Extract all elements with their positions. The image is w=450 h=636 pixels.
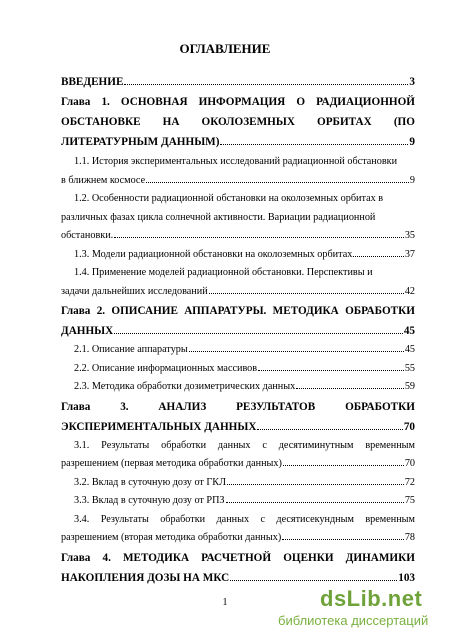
- entry-line: [61, 397, 415, 417]
- page-ref: 59: [404, 381, 415, 392]
- entry-text: разрешением (первая методика обработки данных): [61, 458, 282, 469]
- page-ref: 78: [404, 532, 415, 543]
- word: ДИНАМИКИ: [345, 551, 415, 564]
- page-ref: 9: [409, 136, 415, 148]
- dot-leader: [220, 143, 408, 145]
- page-ref: 70: [403, 420, 415, 433]
- toc-entry-1-2[interactable]: [61, 190, 415, 246]
- dot-leader: [146, 181, 409, 183]
- toc-entry-3-2[interactable]: [61, 474, 415, 493]
- word: ОСНОВНАЯ: [120, 96, 188, 108]
- word: десятиминутным: [278, 439, 354, 451]
- entry-text: 2.1. Описание аппаратуры: [74, 344, 188, 355]
- entry-line: [61, 548, 415, 568]
- word: ОПИСАНИЕ: [111, 305, 178, 317]
- toc-entry-3-3[interactable]: [61, 492, 415, 511]
- page-ref: 45: [403, 325, 415, 337]
- word: РАСЧЕТНОЙ: [201, 551, 272, 564]
- dot-leader: [227, 483, 404, 485]
- watermark-logo: dsLib.net: [320, 586, 423, 611]
- word: Результаты: [100, 513, 149, 525]
- entry-line: [61, 92, 415, 112]
- word: данных: [217, 439, 251, 451]
- word: О: [296, 96, 306, 108]
- word: 1.: [101, 96, 110, 108]
- entry-text: 1.4. Применение моделей радиационной обстановки. Перспективы и: [74, 267, 373, 278]
- entry-text: 3.2. Вклад в суточную дозу от ГКЛ: [74, 476, 227, 488]
- word: обработки: [160, 513, 206, 525]
- dot-leader: [258, 369, 404, 371]
- word: Результаты: [101, 439, 150, 451]
- page-ref: 70: [404, 458, 415, 469]
- word: НА: [162, 116, 180, 128]
- word: временным: [365, 513, 415, 525]
- word: десятисекундным: [276, 513, 354, 525]
- entry-text: НАКОПЛЕНИЯ ДОЗЫ НА МКС: [61, 571, 230, 584]
- word: Глава: [61, 551, 91, 564]
- toc-entry-2-3[interactable]: [61, 378, 415, 397]
- dot-leader: [124, 83, 408, 85]
- word: ОБСТАНОВКЕ: [61, 116, 141, 128]
- page-ref: 72: [404, 476, 415, 488]
- dot-leader: [230, 579, 397, 581]
- page-ref: 42: [404, 285, 415, 297]
- word: 4.: [102, 551, 111, 564]
- entry-text: ЛИТЕРАТУРНЫМ ДАННЫМ): [61, 136, 220, 148]
- toc-entry-chapter-2[interactable]: [61, 301, 415, 341]
- entry-text: 2.3. Методика обработки дозиметрических данных: [74, 381, 296, 392]
- page-ref: 103: [398, 571, 415, 584]
- table-of-contents: [61, 72, 415, 588]
- word: 3.4.: [74, 513, 90, 525]
- word: 2.: [96, 305, 106, 317]
- dot-leader: [257, 428, 402, 430]
- toc-entry-3-1[interactable]: [61, 437, 415, 474]
- toc-entry-chapter-4[interactable]: [61, 548, 415, 588]
- word: Глава: [61, 400, 91, 413]
- dot-leader: [226, 501, 404, 503]
- word: МЕТОДИКА: [122, 551, 190, 564]
- dot-leader: [114, 332, 403, 334]
- entry-text: в ближнем космосе: [61, 174, 146, 186]
- toc-entry-1-4[interactable]: [61, 264, 415, 301]
- entry-line: [61, 511, 415, 530]
- word: 3.: [120, 400, 129, 413]
- toc-entry-1-1[interactable]: [61, 153, 415, 190]
- dot-leader: [353, 255, 403, 257]
- word: временным: [365, 439, 415, 451]
- toc-entry-1-3[interactable]: [61, 246, 415, 265]
- entry-line: [61, 437, 415, 456]
- page-ref: 3: [409, 76, 415, 88]
- word: 3.1.: [74, 439, 90, 451]
- page-ref: 55: [404, 362, 415, 374]
- page-ref: 9: [409, 174, 415, 186]
- entry-text: задачи дальнейших исследований: [61, 285, 208, 297]
- word: РАДИАЦИОННОЙ: [316, 96, 415, 108]
- word: ИНФОРМАЦИЯ: [198, 96, 286, 108]
- entry-text: ЭКСПЕРИМЕНТАЛЬНЫХ ДАННЫХ: [61, 420, 257, 433]
- entry-text: 3.3. Вклад в суточную дозу от РПЗ: [74, 495, 225, 506]
- page-ref: 75: [404, 495, 415, 506]
- toc-entry-chapter-1[interactable]: [61, 92, 415, 152]
- page-ref: 45: [404, 344, 415, 355]
- toc-entry-2-2[interactable]: [61, 360, 415, 379]
- page-number: 1: [222, 597, 228, 608]
- toc-title: ОГЛАВЛЕНИЕ: [179, 41, 271, 56]
- word: АНАЛИЗ: [158, 400, 207, 413]
- toc-entry-2-1[interactable]: [61, 341, 415, 360]
- entry-text: 1.1. История экспериментальных исследований радиационной обстановки: [74, 156, 398, 167]
- word: ОБРАБОТКИ: [345, 305, 415, 317]
- word: РЕЗУЛЬТАТОВ: [236, 400, 316, 413]
- word: с: [262, 439, 267, 451]
- word: обработки: [161, 439, 207, 451]
- word: ОБРАБОТКИ: [345, 400, 415, 413]
- toc-entry-3-4[interactable]: [61, 511, 415, 548]
- dot-leader: [189, 350, 404, 352]
- toc-entry-intro[interactable]: [61, 72, 415, 92]
- entry-text: различных фазах цикла солнечной активности. Вариации радиационной: [61, 211, 376, 223]
- dot-leader: [209, 292, 404, 294]
- word: Глава: [61, 305, 91, 317]
- word: ОРБИТАХ: [317, 116, 372, 128]
- word: ОЦЕНКИ: [283, 551, 334, 564]
- dot-leader: [282, 538, 404, 540]
- dot-leader: [283, 464, 404, 466]
- entry-text: ВВЕДЕНИЕ: [61, 76, 124, 88]
- entry-text: разрешением (вторая методика обработки данных): [61, 532, 282, 543]
- entry-text: 1.3. Модели радиационной обстановки на околоземных орбитах: [74, 248, 353, 260]
- word: с: [260, 513, 265, 525]
- word: МЕТОДИКА: [272, 305, 339, 317]
- entry-text: ДАННЫХ: [61, 325, 114, 337]
- entry-text: обстановки.: [61, 230, 114, 241]
- entry-text: 1.2. Особенности радиационной обстановки на околоземных орбитах в: [74, 193, 384, 204]
- word: ОКОЛОЗЕМНЫХ: [201, 116, 295, 128]
- word: данных: [216, 513, 250, 525]
- entry-text: 2.2. Описание информационных массивов: [74, 362, 258, 374]
- dot-leader: [296, 387, 404, 389]
- toc-entry-chapter-3[interactable]: [61, 397, 415, 437]
- word: АППАРАТУРЫ.: [184, 305, 267, 317]
- watermark: [278, 586, 446, 632]
- word: (ПО: [393, 116, 415, 128]
- page-ref: 35: [404, 230, 415, 241]
- watermark-subtitle: библиотека диссертаций: [278, 613, 429, 628]
- entry-line: [61, 301, 415, 321]
- word: Глава: [61, 96, 91, 108]
- page-ref: 37: [404, 248, 415, 260]
- entry-line: [61, 112, 415, 132]
- dot-leader: [114, 236, 404, 238]
